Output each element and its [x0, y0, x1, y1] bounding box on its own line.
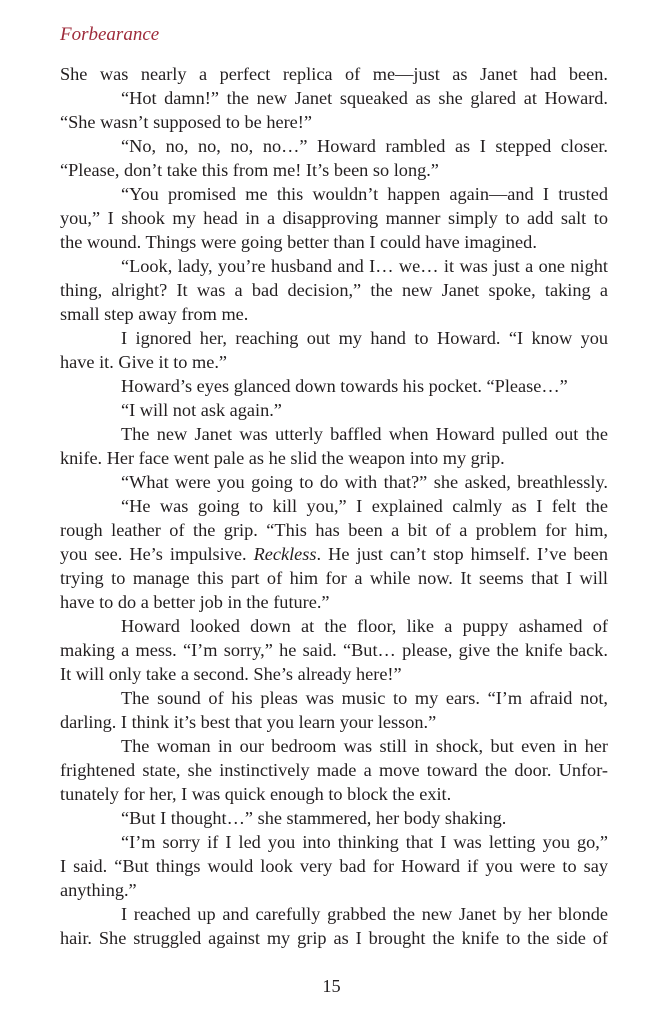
- text-line: frightened state, she instinctively made a move toward the door. Unfor-: [60, 760, 608, 780]
- text-line: I ignored her, reaching out my hand to Howard. “I know you: [121, 328, 608, 348]
- text-line: have it. Give it to me.”: [60, 352, 228, 372]
- text-line: “But I thought…” she stammered, her body shaking.: [121, 808, 507, 828]
- text-line: “I will not ask again.”: [121, 400, 282, 420]
- text-line: trying to manage this part of him for a while now. It seems that I will: [60, 568, 608, 588]
- text-line: “I’m sorry if I led you into thinking that I was letting you go,”: [121, 832, 608, 852]
- text-line: The woman in our bedroom was still in shock, but even in her: [121, 736, 608, 756]
- text-line: Howard’s eyes glanced down towards his pocket. “Please…”: [121, 376, 568, 396]
- italic-word: Reckless: [253, 544, 317, 564]
- text-line: have to do a better job in the future.”: [60, 592, 330, 612]
- text-line: [60, 542, 608, 566]
- text-line: “He was going to kill you,” I explained calmly as I felt the: [121, 496, 608, 516]
- text-line: “Please, don’t take this from me! It’s been so long.”: [60, 160, 439, 180]
- text-line: darling. I think it’s best that you learn your lesson.”: [60, 712, 437, 732]
- text-line: “No, no, no, no, no…” Howard rambled as I stepped closer.: [121, 136, 608, 156]
- text-line: thing, alright? It was a bad decision,” the new Janet spoke, taking a: [60, 280, 608, 300]
- text-line: tunately for her, I was quick enough to block the exit.: [60, 784, 452, 804]
- text-line: Howard looked down at the floor, like a puppy ashamed of: [121, 616, 608, 636]
- text-line: making a mess. “I’m sorry,” he said. “But… please, give the knife back.: [60, 640, 608, 660]
- text-line: The sound of his pleas was music to my ears. “I’m afraid not,: [121, 688, 608, 708]
- text-line: The new Janet was utterly baffled when Howard pulled out the: [121, 424, 608, 444]
- text-line: small step away from me.: [60, 304, 249, 324]
- text-line: you,” I shook my head in a disapproving manner simply to add salt to: [60, 208, 608, 228]
- text-line: I reached up and carefully grabbed the new Janet by her blonde: [121, 904, 608, 924]
- text-line: I said. “But things would look very bad for Howard if you were to say: [60, 856, 608, 876]
- text-line: anything.”: [60, 880, 137, 900]
- text-run: you see. He’s impulsive.: [60, 544, 254, 564]
- text-line: “Look, lady, you’re husband and I… we… it was just a one night: [121, 256, 608, 276]
- text-line: the wound. Things were going better than I could have imagined.: [60, 232, 537, 252]
- text-line: “Hot damn!” the new Janet squeaked as she glared at Howard.: [121, 88, 608, 108]
- text-run: . He just can’t stop himself. I’ve been: [316, 544, 608, 564]
- running-header: Forbearance: [60, 24, 160, 45]
- body-text: [60, 62, 608, 950]
- text-line: hair. She struggled against my grip as I brought the knife to the side of: [60, 928, 608, 948]
- page-number: 15: [322, 976, 341, 996]
- text-line: rough leather of the grip. “This has been a bit of a problem for him,: [60, 520, 608, 540]
- text-line: She was nearly a perfect replica of me—just as Janet had been.: [60, 64, 608, 84]
- text-line: “What were you going to do with that?” she asked, breathlessly.: [121, 472, 608, 492]
- text-line: “You promised me this wouldn’t happen again—and I trusted: [121, 184, 608, 204]
- text-line: “She wasn’t supposed to be here!”: [60, 112, 312, 132]
- text-line: knife. Her face went pale as he slid the weapon into my grip.: [60, 448, 505, 468]
- text-line: It will only take a second. She’s already here!”: [60, 664, 402, 684]
